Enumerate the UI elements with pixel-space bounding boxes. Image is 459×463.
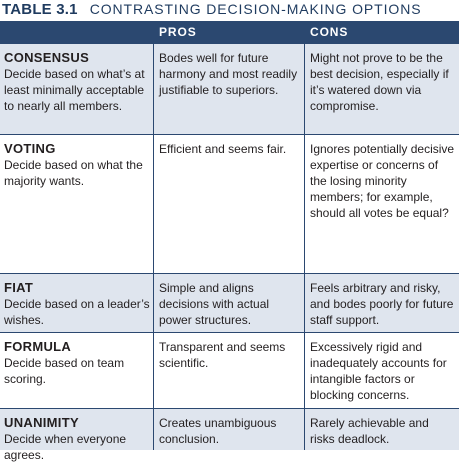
option-name: FORMULA	[4, 339, 72, 354]
table-row-formula	[0, 333, 459, 409]
option-cell	[4, 50, 150, 114]
column-divider-1	[153, 44, 154, 450]
table-title	[2, 0, 421, 18]
option-description: Decide when everyone agrees.	[4, 432, 127, 462]
cons-cell: Rarely achievable and risks deadlock.	[310, 416, 429, 446]
table-number: TABLE 3.1	[2, 1, 78, 18]
option-description: Decide based on team scoring.	[4, 356, 125, 386]
option-description: Decide based on what the majority wants.	[4, 158, 143, 188]
header-cons: CONS	[310, 25, 349, 39]
pros-cell: Bodes well for future harmony and most readily justifiable to superiors.	[159, 51, 298, 97]
option-name: VOTING	[4, 141, 56, 156]
column-divider-2	[304, 44, 305, 450]
header-pros: PROS	[159, 25, 197, 39]
table-row-consensus	[0, 44, 459, 135]
table-row-unanimity	[0, 409, 459, 462]
pros-cell: Efficient and seems fair.	[159, 142, 287, 156]
decision-options-table	[0, 21, 459, 462]
table-header-row	[0, 21, 459, 44]
option-name: UNANIMITY	[4, 415, 79, 430]
table-title-text: CONTRASTING DECISION-MAKING OPTIONS	[89, 1, 422, 17]
cons-cell: Feels arbitrary and risky, and bodes poorly for future staff support.	[310, 281, 454, 327]
table-row-fiat	[0, 274, 459, 333]
option-cell	[4, 141, 150, 189]
option-name: CONSENSUS	[4, 50, 90, 65]
pros-cell: Transparent and seems scientific.	[159, 340, 286, 370]
option-cell	[4, 339, 150, 387]
pros-cell: Simple and aligns decisions with actual power structures.	[159, 281, 270, 327]
cons-cell: Ignores potentially decisive expertise or concerns of the losing minority members; for example, should all votes be equal?	[310, 142, 455, 220]
pros-cell: Creates unambiguous conclusion.	[159, 416, 277, 446]
option-name: FIAT	[4, 280, 34, 295]
cons-cell: Excessively rigid and inadequately accounts for intangible factors or blocking concerns.	[310, 340, 447, 402]
option-cell	[4, 415, 150, 463]
table-row-voting	[0, 135, 459, 274]
option-description: Decide based on a leader’s wishes.	[4, 297, 150, 327]
option-cell	[4, 280, 150, 328]
option-description: Decide based on what’s at least minimally acceptable to nearly all members.	[4, 67, 145, 113]
cons-cell: Might not prove to be the best decision, especially if it’s watered down via compromise.	[310, 51, 449, 113]
